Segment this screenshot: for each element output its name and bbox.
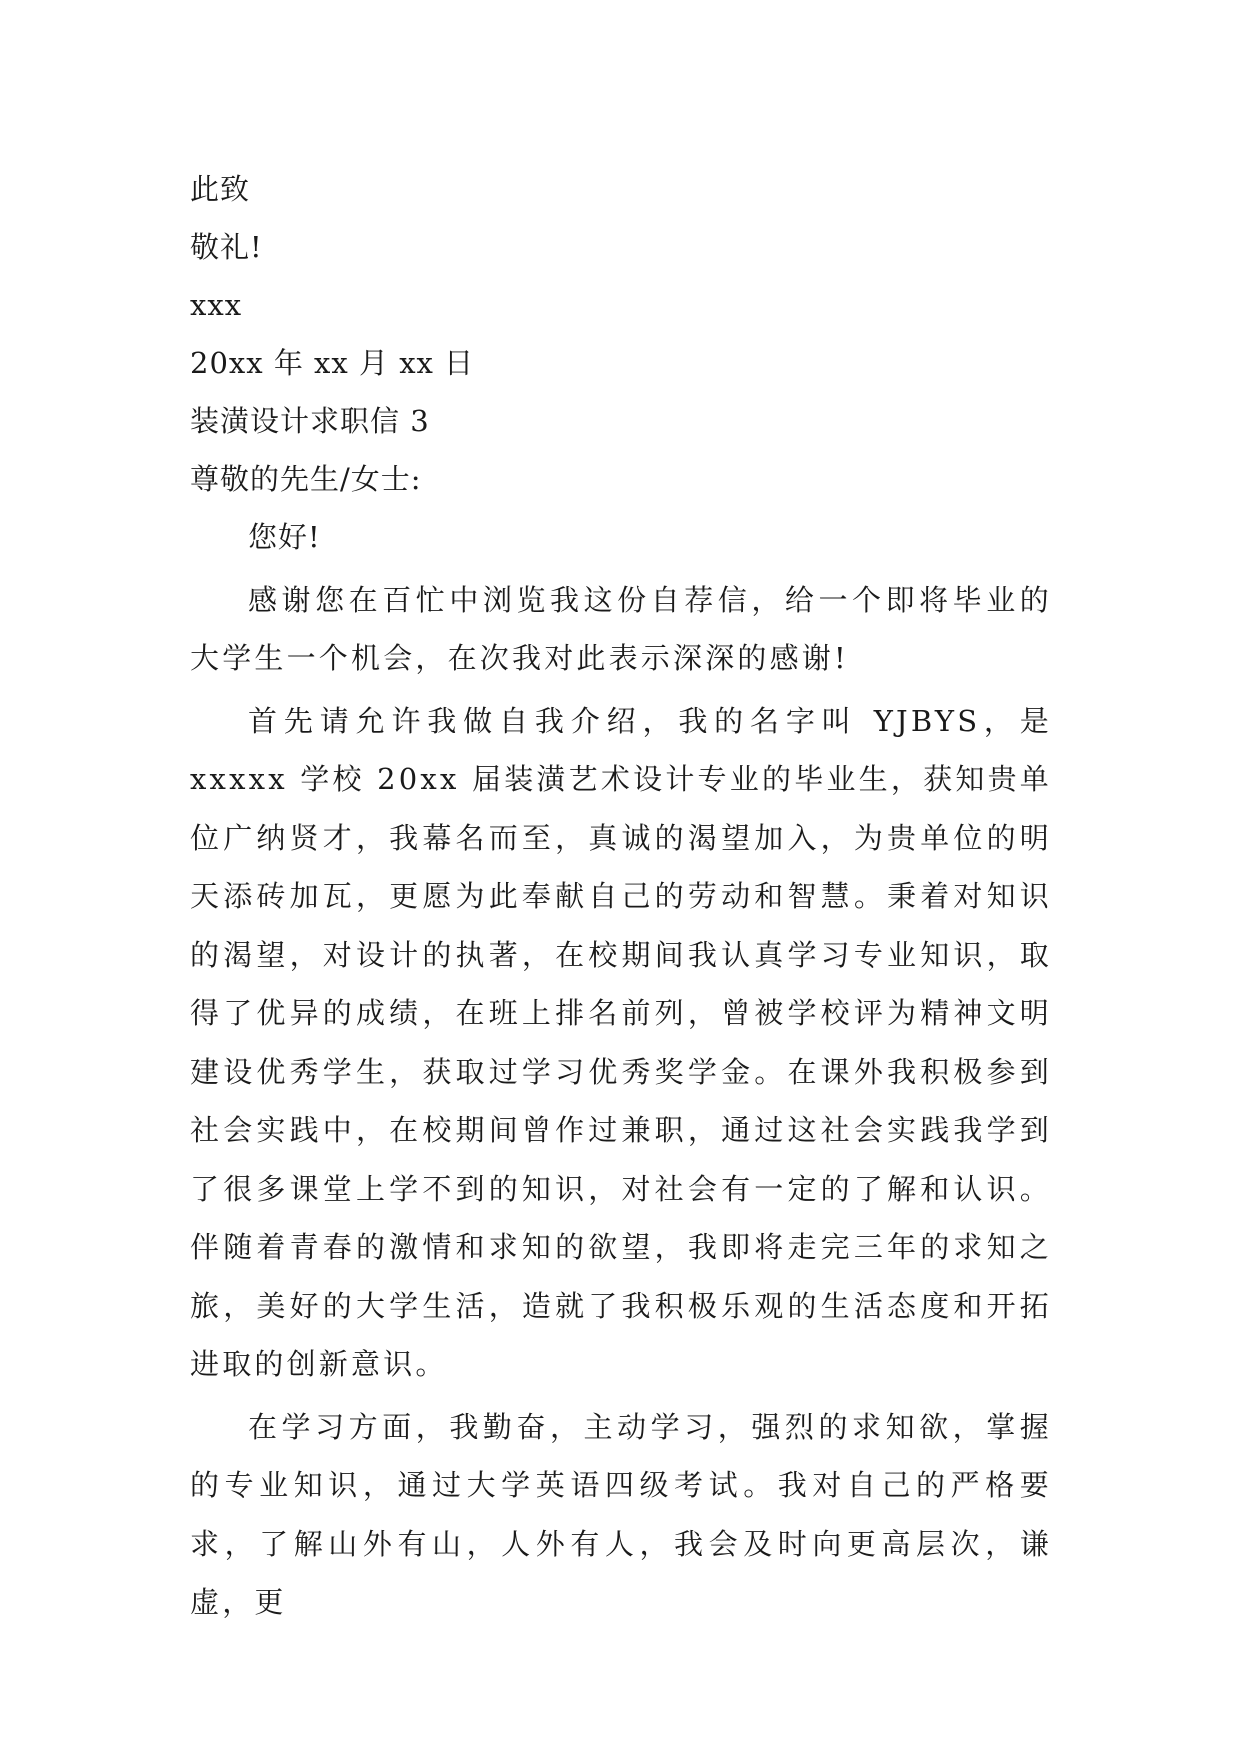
salutation: 尊敬的先生/女士: <box>190 462 422 496</box>
closing-line-1: 此致 <box>190 172 251 206</box>
paragraph-study: 在学习方面，我勤奋，主动学习，强烈的求知欲，掌握的专业知识，通过大学英语四级考试。我对自己的严格要求，了解山外有山，人外有人，我会及时向更高层次，谦虚，更 <box>190 1409 1052 1619</box>
letter-title: 装潢设计求职信 3 <box>190 404 430 438</box>
signature: xxx <box>190 288 243 322</box>
paragraph-thanks: 感谢您在百忙中浏览我这份自荐信，给一个即将毕业的大学生一个机会，在次我对此表示深深的感谢! <box>190 582 1052 675</box>
paragraph-introduction: 首先请允许我做自我介绍，我的名字叫 YJBYS，是 xxxxx 学校 20xx 届装潢艺术设计专业的毕业生，获知贵单位广纳贤才，我幕名而至，真诚的渴望加入，为贵单位的明天添砖加瓦，更愿为此奉献自己的劳动和智慧。秉着对知识的渴望，对设计的执著，在校期间我认真学习专业知识，取得了优异的成绩，在班上排名前列，曾被学校评为精神文明建设优秀学生，获取过学习优秀奖学金。在课外我积极参到社会实践中，在校期间曾作过兼职，通过这社会实践我学到了很多课堂上学不到的知识，对社会有一定的了解和认识。伴随着青春的激情和求知的欲望，我即将走完三年的求知之旅，美好的大学生活，造就了我积极乐观的生活态度和开拓进取的创新意识。 <box>190 703 1052 1381</box>
greeting: 您好! <box>248 520 321 554</box>
closing-line-2: 敬礼! <box>190 230 263 264</box>
date-line: 20xx 年 xx 月 xx 日 <box>190 346 475 380</box>
document-body <box>190 160 1052 1632</box>
